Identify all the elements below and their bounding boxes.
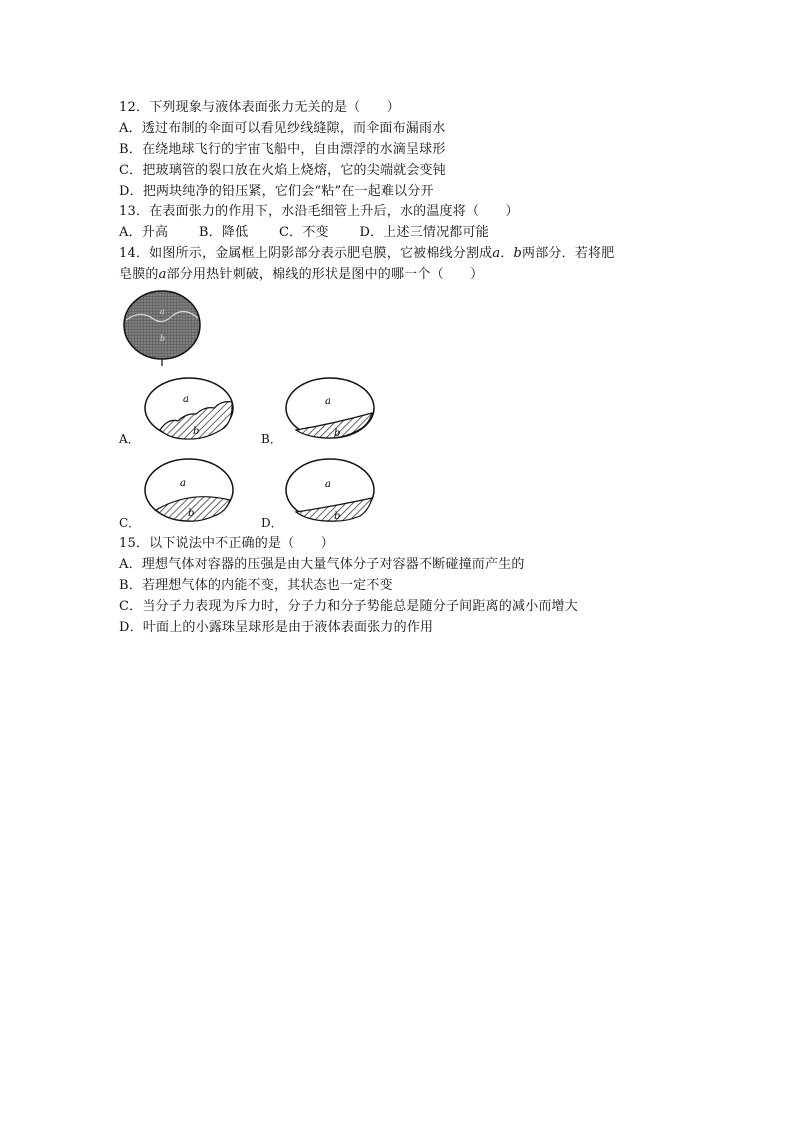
- q12-stem: 12．下列现象与液体表面张力无关的是（ ）: [119, 100, 400, 115]
- q15-stem: 15．以下说法中不正确的是（ ）: [119, 536, 334, 551]
- q15-option-c: C．当分子力表现为斥力时，分子力和分子势能总是随分子间距离的减小而增大: [119, 599, 578, 614]
- option-a-label-b: b: [193, 426, 200, 437]
- q14-option-label-d: D．: [261, 516, 283, 530]
- q12-option-b: B．在绕地球飞行的宇宙飞船中，自由漂浮的水滴呈球形: [119, 142, 446, 157]
- q14-stem-sep: ．: [500, 246, 514, 261]
- q15-option-b: B．若理想气体的内能不变，其状态也一定不变: [119, 578, 393, 593]
- option-b-label-a: a: [325, 396, 331, 407]
- option-b-label-b: b: [334, 428, 341, 439]
- main-frame-label-a: a: [160, 307, 165, 316]
- q14-line2-part1: 皂膜的: [119, 267, 159, 282]
- q14-option-label-b: B．: [261, 432, 282, 446]
- q14-stem-part2: 两部分．若将肥: [522, 246, 615, 261]
- option-d-figure: [286, 459, 374, 521]
- option-b-figure: [286, 378, 374, 438]
- q12-option-a: A．透过布制的伞面可以看见纱线缝隙，而伞面布漏雨水: [119, 121, 446, 136]
- q14-var-a2: a: [158, 267, 167, 282]
- q12-option-d: D．把两块纯净的铅压紧，它们会“粘”在一起难以分开: [119, 184, 434, 199]
- main-frame: [124, 291, 200, 366]
- main-frame-label-b: b: [160, 334, 166, 343]
- q13-options: A．升高 B．降低 C．不变 D．上述三情况都可能: [119, 225, 489, 240]
- q14-line2-part2: 部分用热针刺破，棉线的形状是图中的哪一个（ ）: [166, 267, 484, 282]
- option-c-label-a: a: [180, 478, 186, 489]
- option-a-label-a: a: [183, 394, 189, 405]
- option-d-label-a: a: [325, 479, 331, 490]
- q14-option-label-c: C．: [119, 516, 141, 530]
- q15-option-d: D．叶面上的小露珠呈球形是由于液体表面张力的作用: [119, 620, 434, 635]
- q14-stem-part1: 14．如图所示，金属框上阴影部分表示肥皂膜，它被棉线分割成: [119, 246, 493, 261]
- option-c-label-b: b: [188, 508, 195, 519]
- q12-option-c: C．把玻璃管的裂口放在火焰上烧熔，它的尖端就会变钝: [119, 163, 446, 178]
- q13-stem: 13．在表面张力的作用下，水沿毛细管上升后，水的温度将（ ）: [119, 204, 519, 219]
- q14-var-a: a: [492, 246, 501, 261]
- option-a-figure: [145, 378, 233, 439]
- option-d-label-b: b: [334, 511, 341, 522]
- q14-var-b: b: [513, 246, 523, 261]
- q15-option-a: A．理想气体对容器的压强是由大量气体分子对容器不断碰撞而产生的: [119, 557, 525, 572]
- q14-option-label-a: A．: [119, 432, 140, 446]
